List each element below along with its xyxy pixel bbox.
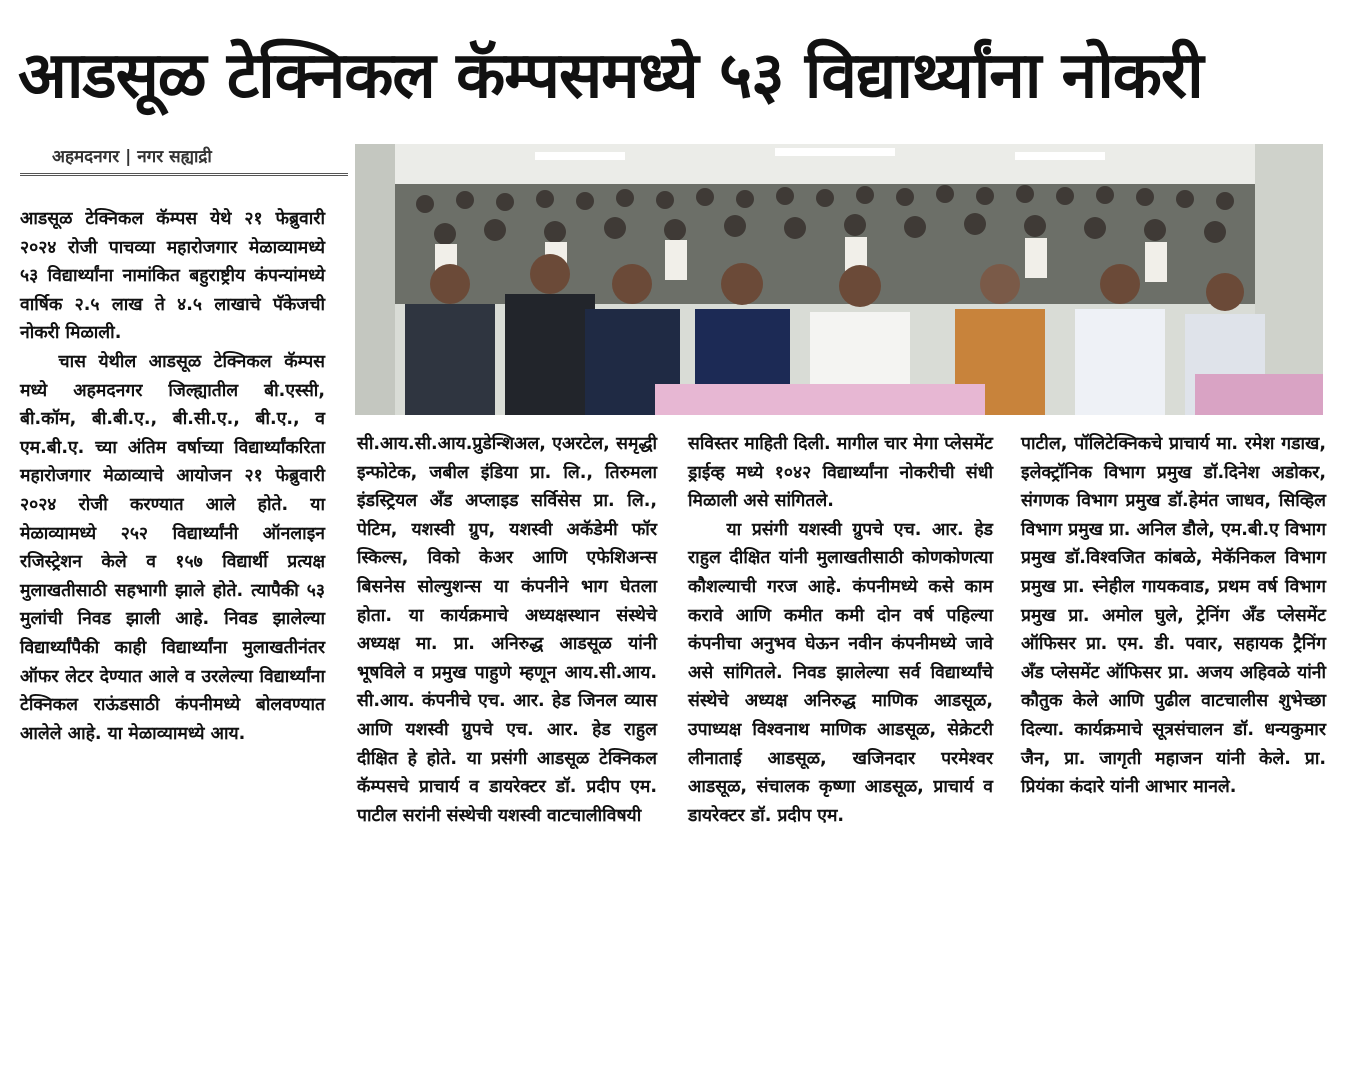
article-column-4	[1021, 430, 1326, 802]
paragraph: या प्रसंगी यशस्वी ग्रुपचे एच. आर. हेड राहुल दीक्षित यांनी मुलाखतीसाठी कोणकोणत्या कौशल्याची गरज आहे. कंपनीमध्ये कसे काम करावे आणि कमीत कमी दोन वर्ष पहिल्या कंपनीचा अनुभव घेऊन नवीन कंपनीमध्ये जावे असे सांगितले. निवड झालेल्या सर्व विद्यार्थ्यांचे संस्थेचे अध्यक्ष अनिरुद्ध माणिक आडसूळ, उपाध्यक्ष विश्वनाथ माणिक आडसूळ, सेक्रेटरी लीनाताई आडसूळ, खजिनदार परमेश्वर आडसूळ, संचालक कृष्णा आडसूळ, प्राचार्य व डायरेक्टर डॉ. प्रदीप एम.	[688, 519, 993, 826]
paragraph: आडसूळ टेक्निकल कॅम्पस येथे २१ फेब्रुवारी २०२४ रोजी पाचव्या महारोजगार मेळाव्यामध्ये ५३ विद्यार्थ्यांना नामांकित बहुराष्ट्रीय कंपन्यांमध्ये वार्षिक २.५ लाख ते ४.५ लाखाचे पॅकेजची नोकरी मिळाली.	[20, 209, 325, 344]
paragraph: चास येथील आडसूळ टेक्निकल कॅम्पस मध्ये अहमदनगर जिल्ह्यातील बी.एस्सी, बी.कॉम, बी.बी.ए., बी.सी.ए., बी.ए., व एम.बी.ए. च्या अंतिम वर्षाच्या विद्यार्थ्यांकरिता महारोजगार मेळाव्याचे आयोजन २१ फेब्रुवारी २०२४ रोजी करण्यात आले होते. या मेळाव्यामध्ये २५२ विद्यार्थ्यांनी ऑनलाइन रजिस्ट्रेशन केले व १५७ विद्यार्थी प्रत्यक्ष मुलाखतीसाठी सहभागी झाले होते. त्यापैकी ५३ मुलांची निवड झाली आहे. निवड झालेल्या विद्यार्थ्यांपैकी काही विद्यार्थ्यांना मुलाखतीनंतर ऑफर लेटर देण्यात आले व उरलेल्या विद्यार्थ्यांना टेक्निकल राऊंडसाठी कंपनीमध्ये बोलवण्यात आलेले आहे. या मेळाव्यामध्ये आय.	[20, 351, 325, 744]
article-column-2	[357, 430, 657, 830]
paragraph: सविस्तर माहिती दिली. मागील चार मेगा प्लेसमेंट ड्राईव्ह मध्ये १०४२ विद्यार्थ्यांना नोकरीची संधी मिळाली असे सांगितले.	[688, 434, 993, 512]
event-photo	[355, 144, 1323, 415]
dateline: अहमदनगर | नगर सह्याद्री	[20, 142, 348, 176]
headline: आडसूळ टेक्निकल कॅम्पसमध्ये ५३ विद्यार्थ्यांना नोकरी	[18, 39, 1203, 113]
paragraph: पाटील, पॉलिटेक्निकचे प्राचार्य मा. रमेश गडाख, इलेक्ट्रॉनिक विभाग प्रमुख डॉ.दिनेश अडोकर, संगणक विभाग प्रमुख डॉ.हेमंत जाधव, सिव्हिल विभाग प्रमुख प्रा. अनिल डौले, एम.बी.ए विभाग प्रमुख डॉ.विश्वजित कांबळे, मेकॅनिकल विभाग प्रमुख प्रा. स्नेहील गायकवाड, प्रथम वर्ष विभाग प्रमुख प्रा. अमोल घुले, ट्रेनिंग अँड प्लेसमेंट ऑफिसर प्रा. एम. डी. पवार, सहायक ट्रैनिंग अँड प्लेसमेंट ऑफिसर प्रा. अजय अहिवळे यांनी कौतुक केले आणि पुढील वाटचालीस शुभेच्छा दिल्या. कार्यक्रमाचे सूत्रसंचालन डॉ. धन्यकुमार जैन, प्रा. जागृती महाजन यांनी केले. प्रा. प्रियंका कंदारे यांनी आभार मानले.	[1021, 434, 1326, 798]
article-column-3	[688, 430, 993, 830]
paragraph: सी.आय.सी.आय.प्रुडेन्शिअल, एअरटेल, समृद्धी इन्फोटेक, जबील इंडिया प्रा. लि., तिरुमला इंडस्ट्रियल अँड अप्लाइड सर्विसेस प्रा. लि., पेटिम, यशस्वी ग्रुप, यशस्वी अकॅडेमी फॉर स्किल्स, विको केअर आणि एफेशिअन्स बिसनेस सोल्युशन्स या कंपनीने भाग घेतला होता. या कार्यक्रमाचे अध्यक्षस्थान संस्थेचे अध्यक्ष मा. प्रा. अनिरुद्ध आडसूळ यांनी भूषविले व प्रमुख पाहुणे म्हणून आय.सी.आय. सी.आय. कंपनीचे एच. आर. हेड जिनल व्यास आणि यशस्वी ग्रुपचे एच. आर. हेड राहुल दीक्षित हे होते. या प्रसंगी आडसूळ टेक्निकल कॅम्पसचे प्राचार्य व डायरेक्टर डॉ. प्रदीप एम. पाटील सरांनी संस्थेची यशस्वी वाटचालीविषयी	[357, 434, 657, 826]
event-photo-illustration	[355, 144, 1323, 415]
article-column-1	[20, 205, 325, 748]
